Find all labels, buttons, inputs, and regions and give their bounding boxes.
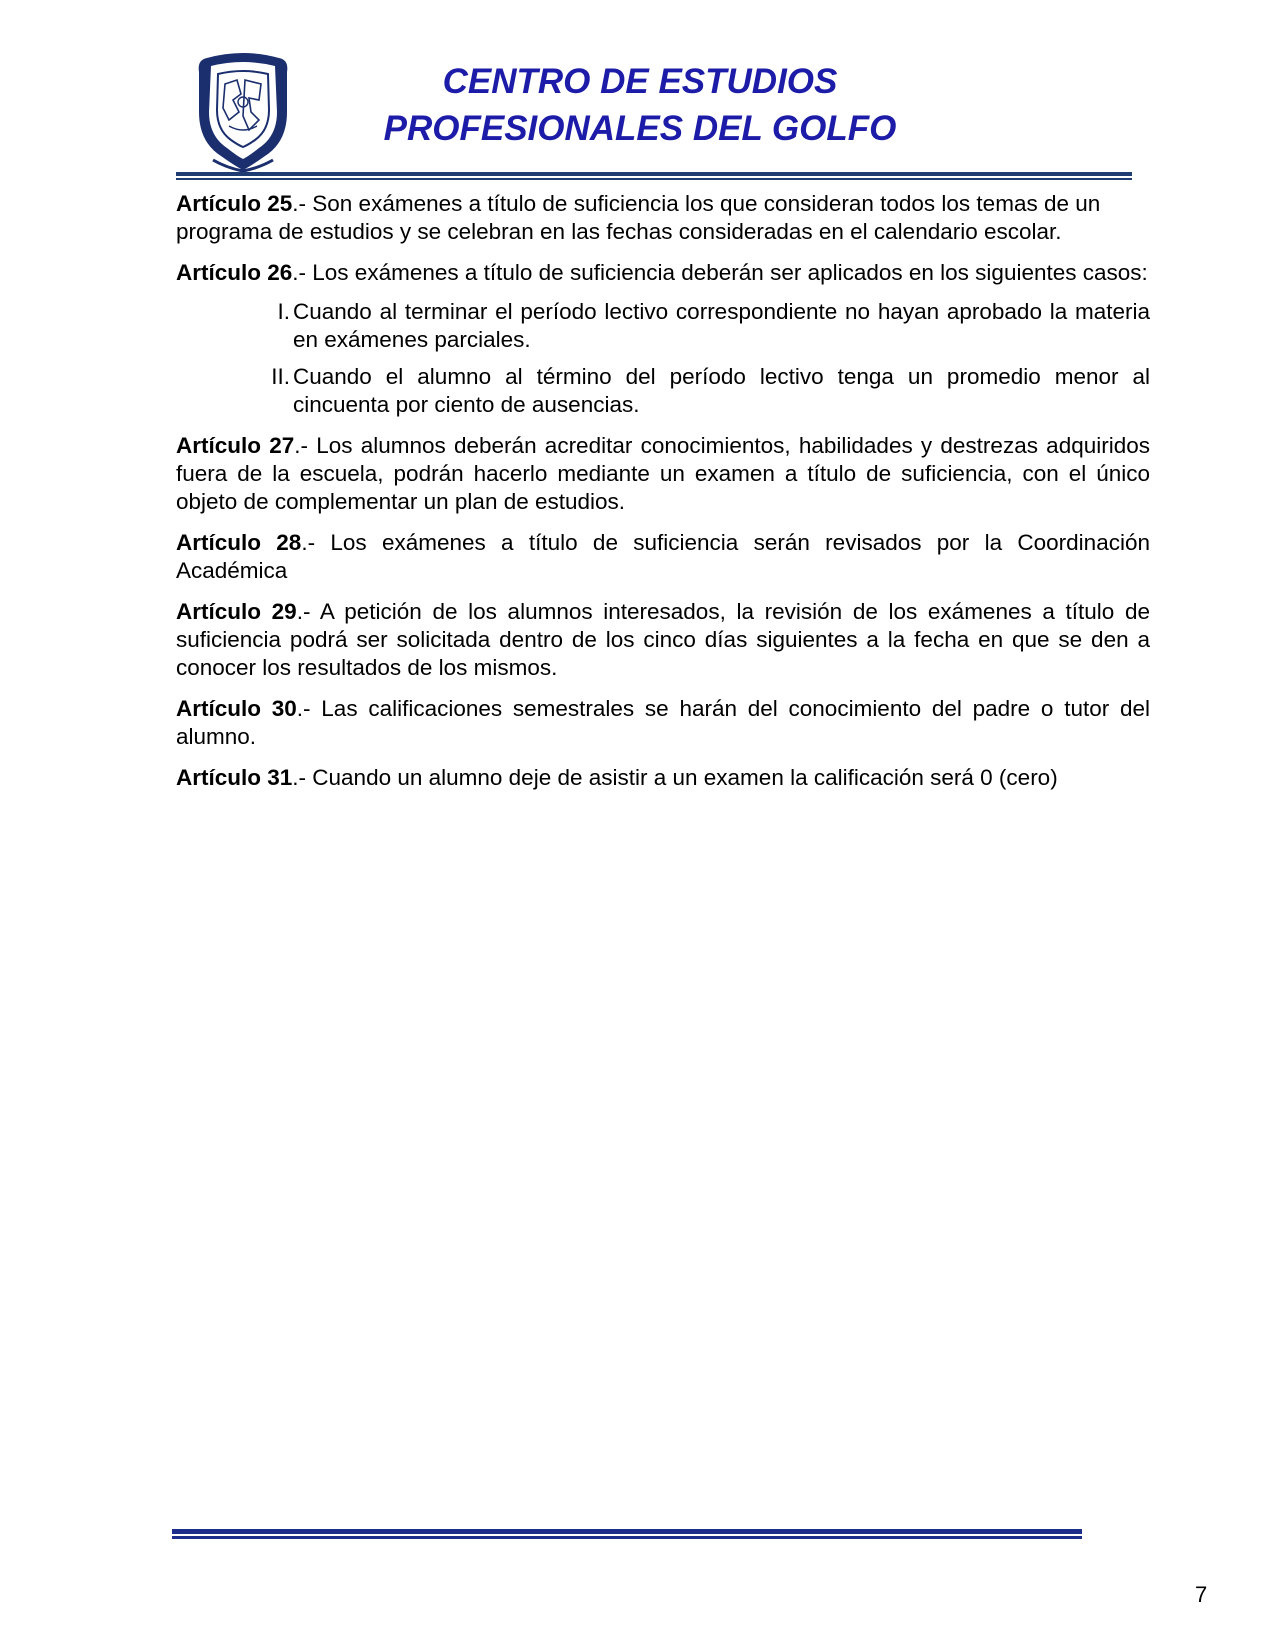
case-text: Cuando el alumno al término del período lectivo tenga un promedio menor al cincuenta por ciento de ausencias. — [293, 364, 1150, 417]
article-label: Artículo 29 — [176, 599, 297, 624]
title-line-1: CENTRO DE ESTUDIOS — [442, 62, 838, 101]
header-divider — [176, 172, 1132, 181]
page-header — [0, 0, 1275, 190]
article-text: .- Las calificaciones semestrales se harán del conocimiento del padre o tutor del alumno. — [176, 696, 1151, 749]
article-30 — [176, 695, 1150, 751]
article-text: .- Los alumnos deberán acreditar conocimientos, habilidades y destrezas adquiridos fuera de la escuela, podrán hacerlo mediante un examen a título de suficiencia, con el único objeto de complementar un plan de estudios. — [176, 433, 1150, 514]
institution-seal-logo — [193, 50, 293, 172]
article-text: .- Cuando un alumno deje de asistir a un examen la calificación será 0 (cero) — [292, 765, 1058, 790]
article-label: Artículo 30 — [176, 696, 297, 721]
page-number: 7 — [1195, 1582, 1208, 1607]
article-27 — [176, 432, 1150, 516]
case-text: Cuando al terminar el período lectivo correspondiente no hayan aprobado la materia en exámenes parciales. — [293, 299, 1150, 352]
article-text: .- A petición de los alumnos interesados, la revisión de los exámenes a título de suficiencia podrá ser solicitada dentro de los cinco días siguientes a la fecha en que se den a conocer los resultados de los mismos. — [176, 599, 1150, 680]
article-28 — [176, 529, 1150, 585]
article-text: .- Son exámenes a título de suficiencia los que consideran todos los temas de un programa de estudios y se celebran en las fechas consideradas en el calendario escolar. — [176, 191, 1101, 244]
case-number: I. — [277, 299, 290, 324]
article-label: Artículo 26 — [176, 260, 293, 285]
footer-divider — [172, 1529, 1082, 1538]
document-body — [176, 190, 1150, 805]
article-26 — [176, 259, 1150, 287]
list-item — [176, 363, 1150, 419]
article-label: Artículo 31 — [176, 765, 293, 790]
article-31 — [176, 764, 1150, 792]
list-item — [176, 298, 1150, 354]
article-text: .- Los exámenes a título de suficiencia serán revisados por la Coordinación Académica — [176, 530, 1150, 583]
title-line-2: PROFESIONALES DEL GOLFO — [383, 109, 897, 148]
article-29 — [176, 598, 1150, 682]
article-label: Artículo 28 — [176, 530, 302, 555]
article-label: Artículo 27 — [176, 433, 295, 458]
article-25 — [176, 190, 1150, 246]
case-number: II. — [271, 364, 290, 389]
article-text: .- Los exámenes a título de suficiencia deberán ser aplicados en los siguientes casos: — [292, 260, 1148, 285]
article-26-cases — [176, 298, 1150, 419]
article-label: Artículo 25 — [176, 191, 293, 216]
institution-title — [300, 58, 980, 152]
